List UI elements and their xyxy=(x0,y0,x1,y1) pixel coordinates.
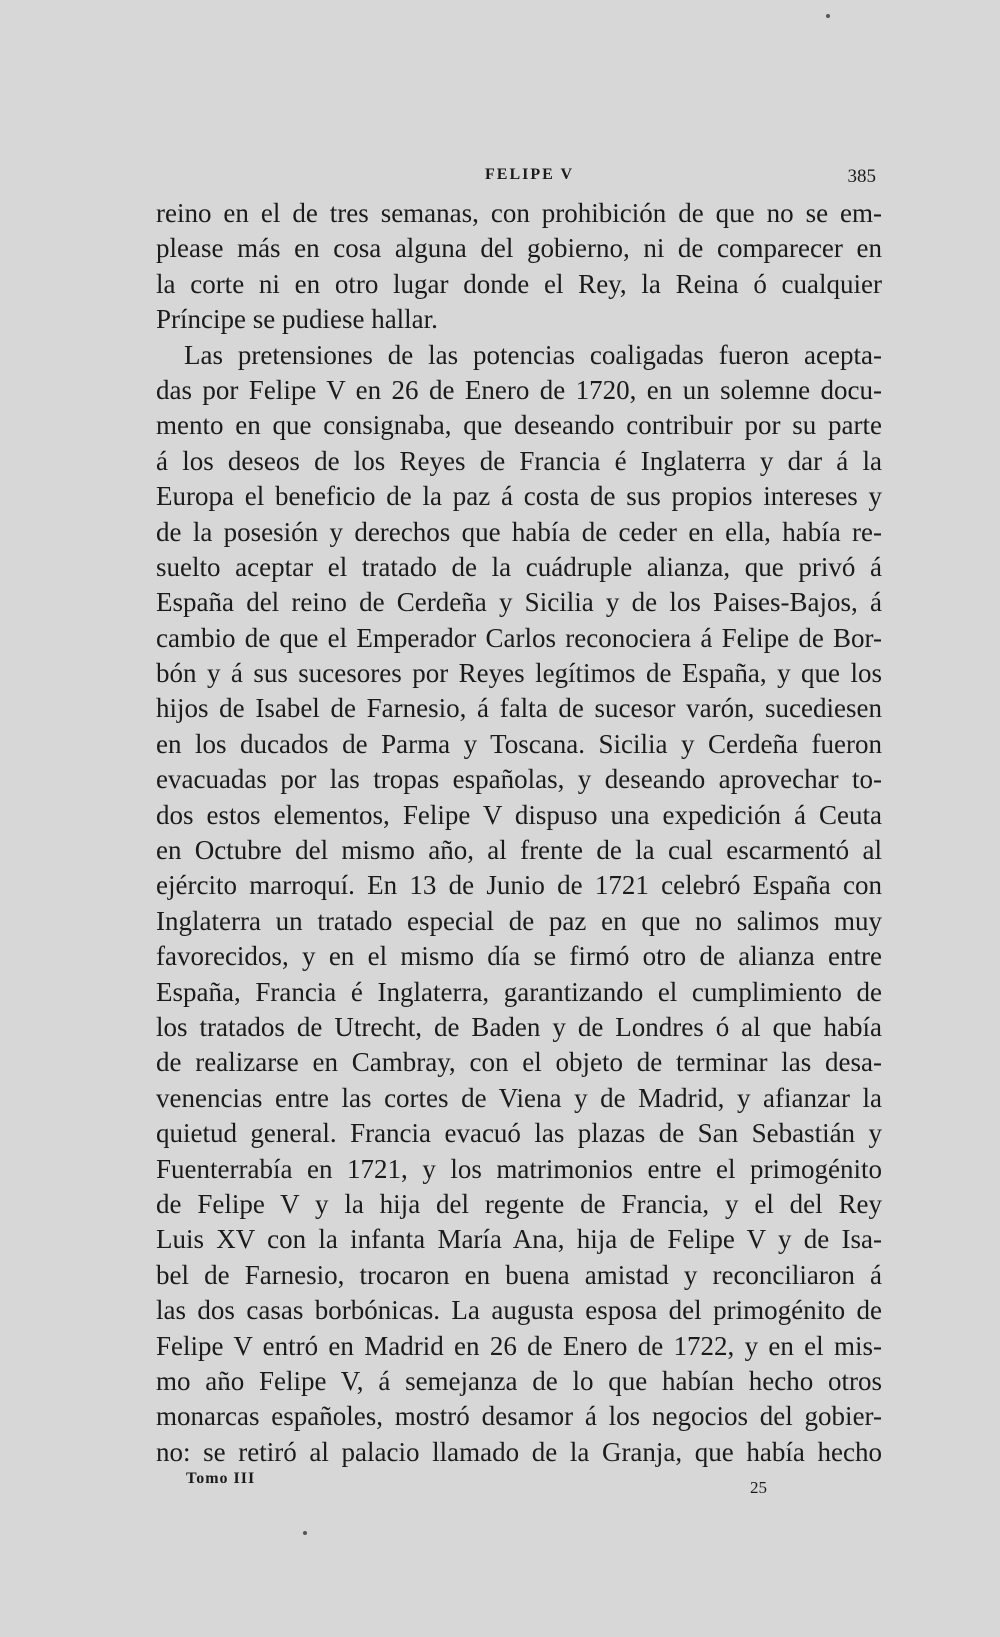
text-line: la corte ni en otro lugar donde el Rey, la Reina ó cualquier xyxy=(156,268,882,299)
text-line: Inglaterra un tratado especial de paz en que no salimos muy xyxy=(156,905,882,936)
page-number: 385 xyxy=(847,166,876,187)
text-line: Felipe V entró en Madrid en 26 de Enero de 1722, y en el mis- xyxy=(156,1330,882,1361)
text-line: bón y á sus sucesores por Reyes legítimos de España, y que los xyxy=(156,658,882,689)
text-line: Europa el beneficio de la paz á costa de sus propios intereses y xyxy=(156,481,882,512)
text-line: hijos de Isabel de Farnesio, á falta de sucesor varón, sucediesen xyxy=(156,693,882,724)
text-line: Las pretensiones de las potencias coaligadas fueron acepta- xyxy=(184,339,882,370)
text-line: ejército marroquí. En 13 de Junio de 1721 celebró España con xyxy=(156,870,882,901)
text-line: evacuadas por las tropas españolas, y deseando aprovechar to- xyxy=(156,764,882,795)
text-line: venencias entre las cortes de Viena y de Madrid, y afianzar la xyxy=(156,1082,882,1113)
paper-speck xyxy=(303,1531,307,1535)
text-line: reino en el de tres semanas, con prohibición de que no se em- xyxy=(156,198,882,228)
text-line: quietud general. Francia evacuó las plazas de San Sebastián y xyxy=(156,1118,882,1149)
text-line: das por Felipe V en 26 de Enero de 1720, en un solemne docu- xyxy=(156,374,882,405)
text-line: los tratados de Utrecht, de Baden y de Londres ó al que había xyxy=(156,1011,882,1042)
text-line: Luis XV con la infanta María Ana, hija de Felipe V y de Isa- xyxy=(156,1224,882,1255)
text-line: en los ducados de Parma y Toscana. Sicilia y Cerdeña fueron xyxy=(156,728,882,759)
text-line: please más en cosa alguna del gobierno, ni de comparecer en xyxy=(156,233,882,264)
text-line: á los deseos de los Reyes de Francia é Inglaterra y dar á la xyxy=(156,445,882,476)
text-line: en Octubre del mismo año, al frente de la cual escarmentó al xyxy=(156,835,882,866)
text-line: España, Francia é Inglaterra, garantizando el cumplimiento de xyxy=(156,976,882,1007)
text-line: favorecidos, y en el mismo día se firmó otro de alianza entre xyxy=(156,941,882,972)
text-line: cambio de que el Emperador Carlos reconociera á Felipe de Bor- xyxy=(156,622,882,653)
text-line: suelto aceptar el tratado de la cuádruple alianza, que privó á xyxy=(156,551,882,582)
page-header xyxy=(160,166,880,196)
text-line: monarcas españoles, mostró desamor á los negocios del gobier- xyxy=(156,1401,882,1432)
body-text xyxy=(156,196,882,1470)
text-line: Fuenterrabía en 1721, y los matrimonios entre el primogénito xyxy=(156,1153,882,1184)
text-line: no: se retiró al palacio llamado de la Granja, que había hecho xyxy=(156,1436,882,1467)
text-line: de la posesión y derechos que había de ceder en ella, había re- xyxy=(156,516,882,547)
text-line: dos estos elementos, Felipe V dispuso una expedición á Ceuta xyxy=(156,799,882,830)
text-line: España del reino de Cerdeña y Sicilia y de los Paises-Bajos, á xyxy=(156,587,882,618)
text-line: Príncipe se pudiese hallar. xyxy=(156,304,438,335)
text-line: de realizarse en Cambray, con el objeto de terminar las desa- xyxy=(156,1047,882,1078)
text-line: de Felipe V y la hija del regente de Francia, y el del Rey xyxy=(156,1188,882,1219)
paper-speck xyxy=(826,14,830,18)
text-line: mo año Felipe V, á semejanza de lo que habían hecho otros xyxy=(156,1365,882,1396)
text-line: mento en que consignaba, que deseando contribuir por su parte xyxy=(156,410,882,441)
text-line: las dos casas borbónicas. La augusta esposa del primogénito de xyxy=(156,1295,882,1326)
running-title: FELIPE V xyxy=(485,166,575,183)
signature-mark: 25 xyxy=(750,1478,767,1497)
volume-mark: Tomo III xyxy=(186,1470,256,1487)
text-line: bel de Farnesio, trocaron en buena amistad y reconciliaron á xyxy=(156,1259,882,1290)
